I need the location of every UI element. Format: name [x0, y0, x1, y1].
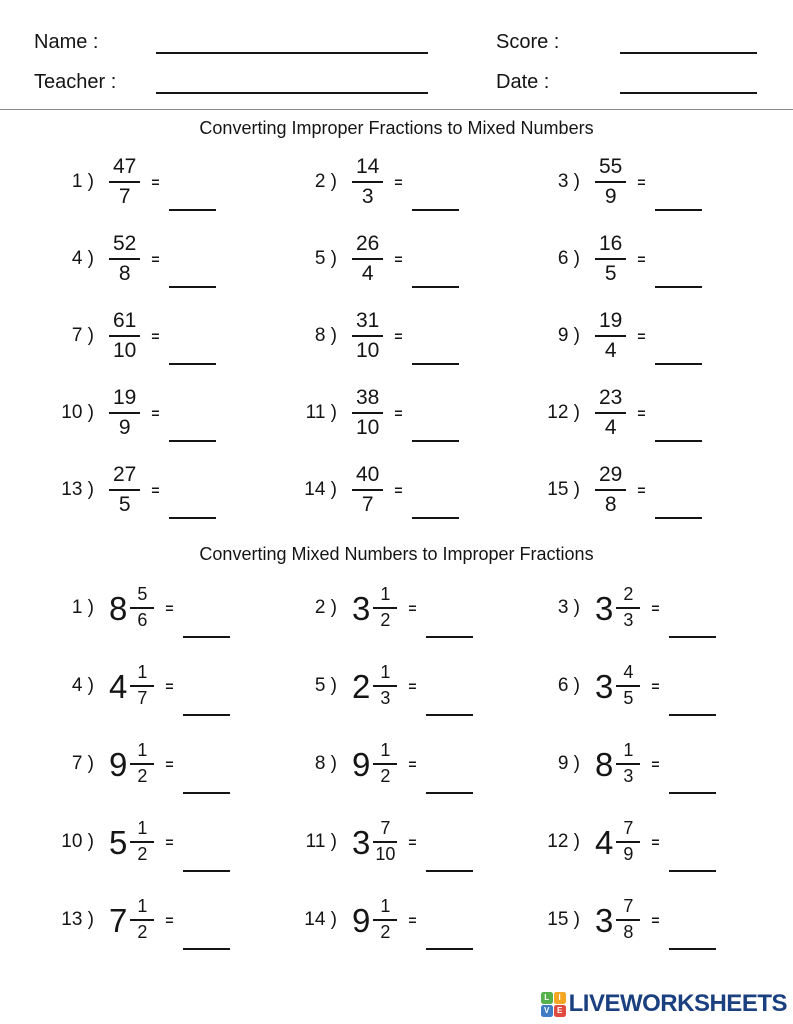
problem: [279, 143, 522, 220]
problem: [279, 220, 522, 297]
worksheet-header: [0, 0, 793, 94]
fraction-denominator: 2: [380, 922, 391, 942]
fraction: [373, 663, 397, 709]
problem-number: 7 ): [71, 324, 94, 346]
equals-sign: =: [394, 173, 403, 190]
answer-blank[interactable]: [655, 353, 702, 365]
problem: [522, 569, 765, 647]
problem: [279, 297, 522, 374]
equals-sign: =: [151, 327, 160, 344]
problems-grid: [0, 139, 793, 528]
fraction-denominator: 6: [137, 610, 148, 630]
fraction-numerator: 1: [616, 741, 640, 765]
answer-blank[interactable]: [412, 276, 459, 288]
fraction: [352, 232, 383, 285]
problem-number: 14 ): [304, 478, 337, 500]
problem-number: 3 ): [557, 597, 580, 618]
problem: [36, 374, 279, 451]
fraction-numerator: 7: [373, 819, 397, 843]
problem: [279, 569, 522, 647]
fraction-numerator: 52: [109, 232, 140, 260]
score-write-line[interactable]: [620, 26, 757, 54]
problem: [279, 803, 522, 881]
fraction-denominator: 7: [361, 492, 374, 516]
section-mixed-to-improper: [0, 544, 793, 959]
logo-letter-l: L: [541, 992, 553, 1004]
problem: [522, 881, 765, 959]
answer-blank[interactable]: [426, 704, 473, 716]
fraction-numerator: 19: [595, 309, 626, 337]
answer-blank[interactable]: [426, 860, 473, 872]
whole-number: 8: [109, 589, 128, 627]
whole-number: 8: [595, 745, 614, 783]
problem: [36, 220, 279, 297]
fraction-denominator: 10: [113, 338, 137, 362]
answer-blank[interactable]: [669, 860, 716, 872]
problem: [279, 451, 522, 528]
logo-letter-v: V: [541, 1005, 553, 1017]
problem: [279, 647, 522, 725]
teacher-write-line[interactable]: [156, 66, 428, 94]
fraction-denominator: 3: [623, 610, 634, 630]
fraction-numerator: 29: [595, 463, 626, 491]
equals-sign: =: [394, 250, 403, 267]
answer-blank[interactable]: [183, 782, 230, 794]
problem: [36, 803, 279, 881]
equals-sign: =: [408, 912, 417, 928]
fraction-denominator: 4: [604, 415, 617, 439]
whole-number: 3: [595, 667, 614, 705]
fraction-denominator: 2: [380, 610, 391, 630]
fraction-numerator: 1: [373, 585, 397, 609]
whole-number: 3: [352, 823, 371, 861]
problem-number: 15 ): [547, 478, 580, 500]
problem-number: 8 ): [314, 753, 337, 774]
answer-blank[interactable]: [669, 626, 716, 638]
answer-blank[interactable]: [655, 276, 702, 288]
answer-blank[interactable]: [426, 938, 473, 950]
fraction-denominator: 4: [361, 261, 374, 285]
equals-sign: =: [151, 404, 160, 421]
problem-number: 12 ): [547, 401, 580, 423]
problem: [522, 297, 765, 374]
fraction-numerator: 23: [595, 386, 626, 414]
fraction-numerator: 31: [352, 309, 383, 337]
fraction: [595, 155, 626, 208]
fraction-numerator: 14: [352, 155, 383, 183]
fraction-numerator: 40: [352, 463, 383, 491]
equals-sign: =: [408, 678, 417, 694]
problem: [36, 451, 279, 528]
fraction-numerator: 55: [595, 155, 626, 183]
problem-number: 14 ): [304, 909, 337, 930]
whole-number: 9: [352, 901, 371, 939]
whole-number: 3: [352, 589, 371, 627]
answer-blank[interactable]: [426, 782, 473, 794]
problem: [36, 569, 279, 647]
equals-sign: =: [151, 173, 160, 190]
answer-blank[interactable]: [655, 430, 702, 442]
problem-number: 4 ): [71, 675, 94, 696]
section-title: Converting Improper Fractions to Mixed Numbers: [199, 118, 594, 138]
problem-number: 10 ): [61, 401, 94, 423]
answer-blank[interactable]: [183, 626, 230, 638]
fraction-denominator: 8: [623, 922, 634, 942]
equals-sign: =: [165, 756, 174, 772]
problem-number: 13 ): [61, 909, 94, 930]
fraction: [595, 232, 626, 285]
problem-number: 15 ): [547, 909, 580, 930]
fraction: [352, 463, 383, 516]
problem: [36, 647, 279, 725]
problem-number: 9 ): [557, 324, 580, 346]
problems-grid: [0, 565, 793, 959]
fraction: [373, 585, 397, 631]
fraction-denominator: 2: [137, 844, 148, 864]
answer-blank[interactable]: [169, 353, 216, 365]
problem-number: 1 ): [71, 170, 94, 192]
problem-number: 7 ): [71, 753, 94, 774]
fraction-numerator: 47: [109, 155, 140, 183]
answer-blank[interactable]: [412, 199, 459, 211]
problem: [279, 725, 522, 803]
fraction-denominator: 7: [118, 184, 131, 208]
fraction: [373, 897, 397, 943]
fraction-numerator: 7: [616, 897, 640, 921]
problem: [522, 451, 765, 528]
answer-blank[interactable]: [655, 507, 702, 519]
answer-blank[interactable]: [412, 430, 459, 442]
fraction: [595, 386, 626, 439]
problem-number: 5 ): [314, 247, 337, 269]
date-label: Date :: [496, 71, 550, 93]
whole-number: 5: [109, 823, 128, 861]
worksheet-sections: [0, 118, 793, 959]
equals-sign: =: [165, 600, 174, 616]
answer-blank[interactable]: [412, 353, 459, 365]
equals-sign: =: [408, 834, 417, 850]
fraction-denominator: 2: [380, 766, 391, 786]
fraction-denominator: 7: [137, 688, 148, 708]
fraction: [595, 309, 626, 362]
fraction: [109, 309, 140, 362]
fraction-denominator: 5: [604, 261, 617, 285]
fraction: [109, 386, 140, 439]
problem: [36, 881, 279, 959]
answer-blank[interactable]: [183, 938, 230, 950]
problem: [522, 374, 765, 451]
fraction-denominator: 8: [118, 261, 131, 285]
problem: [279, 374, 522, 451]
problem-number: 8 ): [314, 324, 337, 346]
equals-sign: =: [637, 404, 646, 421]
equals-sign: =: [165, 912, 174, 928]
whole-number: 9: [109, 745, 128, 783]
fraction-numerator: 1: [130, 897, 154, 921]
answer-blank[interactable]: [412, 507, 459, 519]
problem: [522, 220, 765, 297]
fraction-numerator: 1: [130, 741, 154, 765]
problem-number: 13 ): [61, 478, 94, 500]
equals-sign: =: [394, 327, 403, 344]
fraction: [616, 819, 640, 865]
fraction-numerator: 1: [130, 819, 154, 843]
header-row-1: [34, 14, 757, 54]
problem-number: 1 ): [71, 597, 94, 618]
fraction-numerator: 26: [352, 232, 383, 260]
fraction: [616, 741, 640, 787]
fraction-numerator: 19: [109, 386, 140, 414]
fraction-numerator: 1: [130, 663, 154, 687]
fraction-numerator: 7: [616, 819, 640, 843]
header-row-2: [34, 54, 757, 94]
section-improper-to-mixed: [0, 118, 793, 528]
liveworksheets-brand-text: LIVEWORKSHEETS: [568, 990, 787, 1017]
whole-number: 9: [352, 745, 371, 783]
answer-blank[interactable]: [669, 938, 716, 950]
answer-blank[interactable]: [655, 199, 702, 211]
fraction-denominator: 4: [604, 338, 617, 362]
equals-sign: =: [394, 481, 403, 498]
fraction: [109, 155, 140, 208]
problem: [522, 725, 765, 803]
fraction-numerator: 1: [373, 741, 397, 765]
fraction: [352, 386, 383, 439]
fraction: [352, 155, 383, 208]
problem-number: 11 ): [305, 401, 337, 423]
fraction-denominator: 3: [361, 184, 374, 208]
fraction-denominator: 10: [356, 338, 380, 362]
whole-number: 4: [595, 823, 614, 861]
fraction-denominator: 3: [623, 766, 634, 786]
fraction: [130, 819, 154, 865]
fraction-numerator: 5: [130, 585, 154, 609]
fraction-numerator: 38: [352, 386, 383, 414]
date-write-line[interactable]: [620, 66, 757, 94]
fraction: [109, 463, 140, 516]
problem-number: 11 ): [305, 831, 337, 852]
fraction-numerator: 2: [616, 585, 640, 609]
answer-blank[interactable]: [183, 704, 230, 716]
fraction-numerator: 1: [373, 663, 397, 687]
problem: [522, 647, 765, 725]
equals-sign: =: [394, 404, 403, 421]
problem-number: 2 ): [314, 597, 337, 618]
fraction-numerator: 16: [595, 232, 626, 260]
fraction-numerator: 4: [616, 663, 640, 687]
equals-sign: =: [651, 600, 660, 616]
problem-number: 5 ): [314, 675, 337, 696]
problem-number: 4 ): [71, 247, 94, 269]
fraction-denominator: 8: [604, 492, 617, 516]
fraction-denominator: 9: [604, 184, 617, 208]
answer-blank[interactable]: [426, 626, 473, 638]
whole-number: 4: [109, 667, 128, 705]
fraction-denominator: 10: [356, 415, 380, 439]
fraction-denominator: 3: [380, 688, 391, 708]
fraction-denominator: 10: [375, 844, 396, 864]
fraction-denominator: 9: [623, 844, 634, 864]
answer-blank[interactable]: [169, 507, 216, 519]
equals-sign: =: [637, 173, 646, 190]
problem-number: 10 ): [61, 831, 94, 852]
problem-number: 12 ): [547, 831, 580, 852]
problem: [36, 297, 279, 374]
problem-number: 6 ): [557, 675, 580, 696]
equals-sign: =: [408, 600, 417, 616]
footer-logo: [541, 990, 787, 1018]
equals-sign: =: [151, 250, 160, 267]
answer-blank[interactable]: [669, 704, 716, 716]
fraction: [616, 585, 640, 631]
problem-number: 2 ): [314, 170, 337, 192]
equals-sign: =: [651, 678, 660, 694]
teacher-label: Teacher :: [34, 71, 117, 93]
equals-sign: =: [651, 756, 660, 772]
fraction: [109, 232, 140, 285]
header-divider: [0, 109, 793, 110]
whole-number: 7: [109, 901, 128, 939]
name-write-line[interactable]: [156, 26, 428, 54]
whole-number: 3: [595, 901, 614, 939]
answer-blank[interactable]: [669, 782, 716, 794]
equals-sign: =: [637, 250, 646, 267]
equals-sign: =: [151, 481, 160, 498]
fraction: [595, 463, 626, 516]
answer-blank[interactable]: [169, 276, 216, 288]
fraction: [130, 897, 154, 943]
whole-number: 3: [595, 589, 614, 627]
name-label: Name :: [34, 31, 99, 53]
answer-blank[interactable]: [169, 430, 216, 442]
problem: [279, 881, 522, 959]
answer-blank[interactable]: [169, 199, 216, 211]
fraction: [373, 819, 397, 865]
logo-letter-e: E: [554, 1005, 566, 1017]
fraction: [616, 897, 640, 943]
equals-sign: =: [408, 756, 417, 772]
fraction-numerator: 1: [373, 897, 397, 921]
fraction-denominator: 5: [623, 688, 634, 708]
fraction: [616, 663, 640, 709]
equals-sign: =: [651, 912, 660, 928]
fraction-numerator: 27: [109, 463, 140, 491]
fraction: [352, 309, 383, 362]
fraction-denominator: 5: [118, 492, 131, 516]
logo-letter-i: I: [554, 992, 566, 1004]
score-label: Score :: [496, 31, 560, 53]
equals-sign: =: [165, 834, 174, 850]
problem: [522, 143, 765, 220]
problem-number: 9 ): [557, 753, 580, 774]
fraction: [130, 663, 154, 709]
fraction: [130, 741, 154, 787]
equals-sign: =: [637, 481, 646, 498]
problem-number: 6 ): [557, 247, 580, 269]
equals-sign: =: [637, 327, 646, 344]
equals-sign: =: [651, 834, 660, 850]
problem: [36, 725, 279, 803]
problem: [36, 143, 279, 220]
liveworksheets-icon: [541, 992, 566, 1017]
problem: [522, 803, 765, 881]
fraction-denominator: 9: [118, 415, 131, 439]
section-title: Converting Mixed Numbers to Improper Fractions: [199, 544, 594, 564]
fraction-numerator: 61: [109, 309, 140, 337]
equals-sign: =: [165, 678, 174, 694]
fraction: [373, 741, 397, 787]
fraction-denominator: 2: [137, 922, 148, 942]
fraction: [130, 585, 154, 631]
fraction-denominator: 2: [137, 766, 148, 786]
whole-number: 2: [352, 667, 371, 705]
problem-number: 3 ): [557, 170, 580, 192]
answer-blank[interactable]: [183, 860, 230, 872]
